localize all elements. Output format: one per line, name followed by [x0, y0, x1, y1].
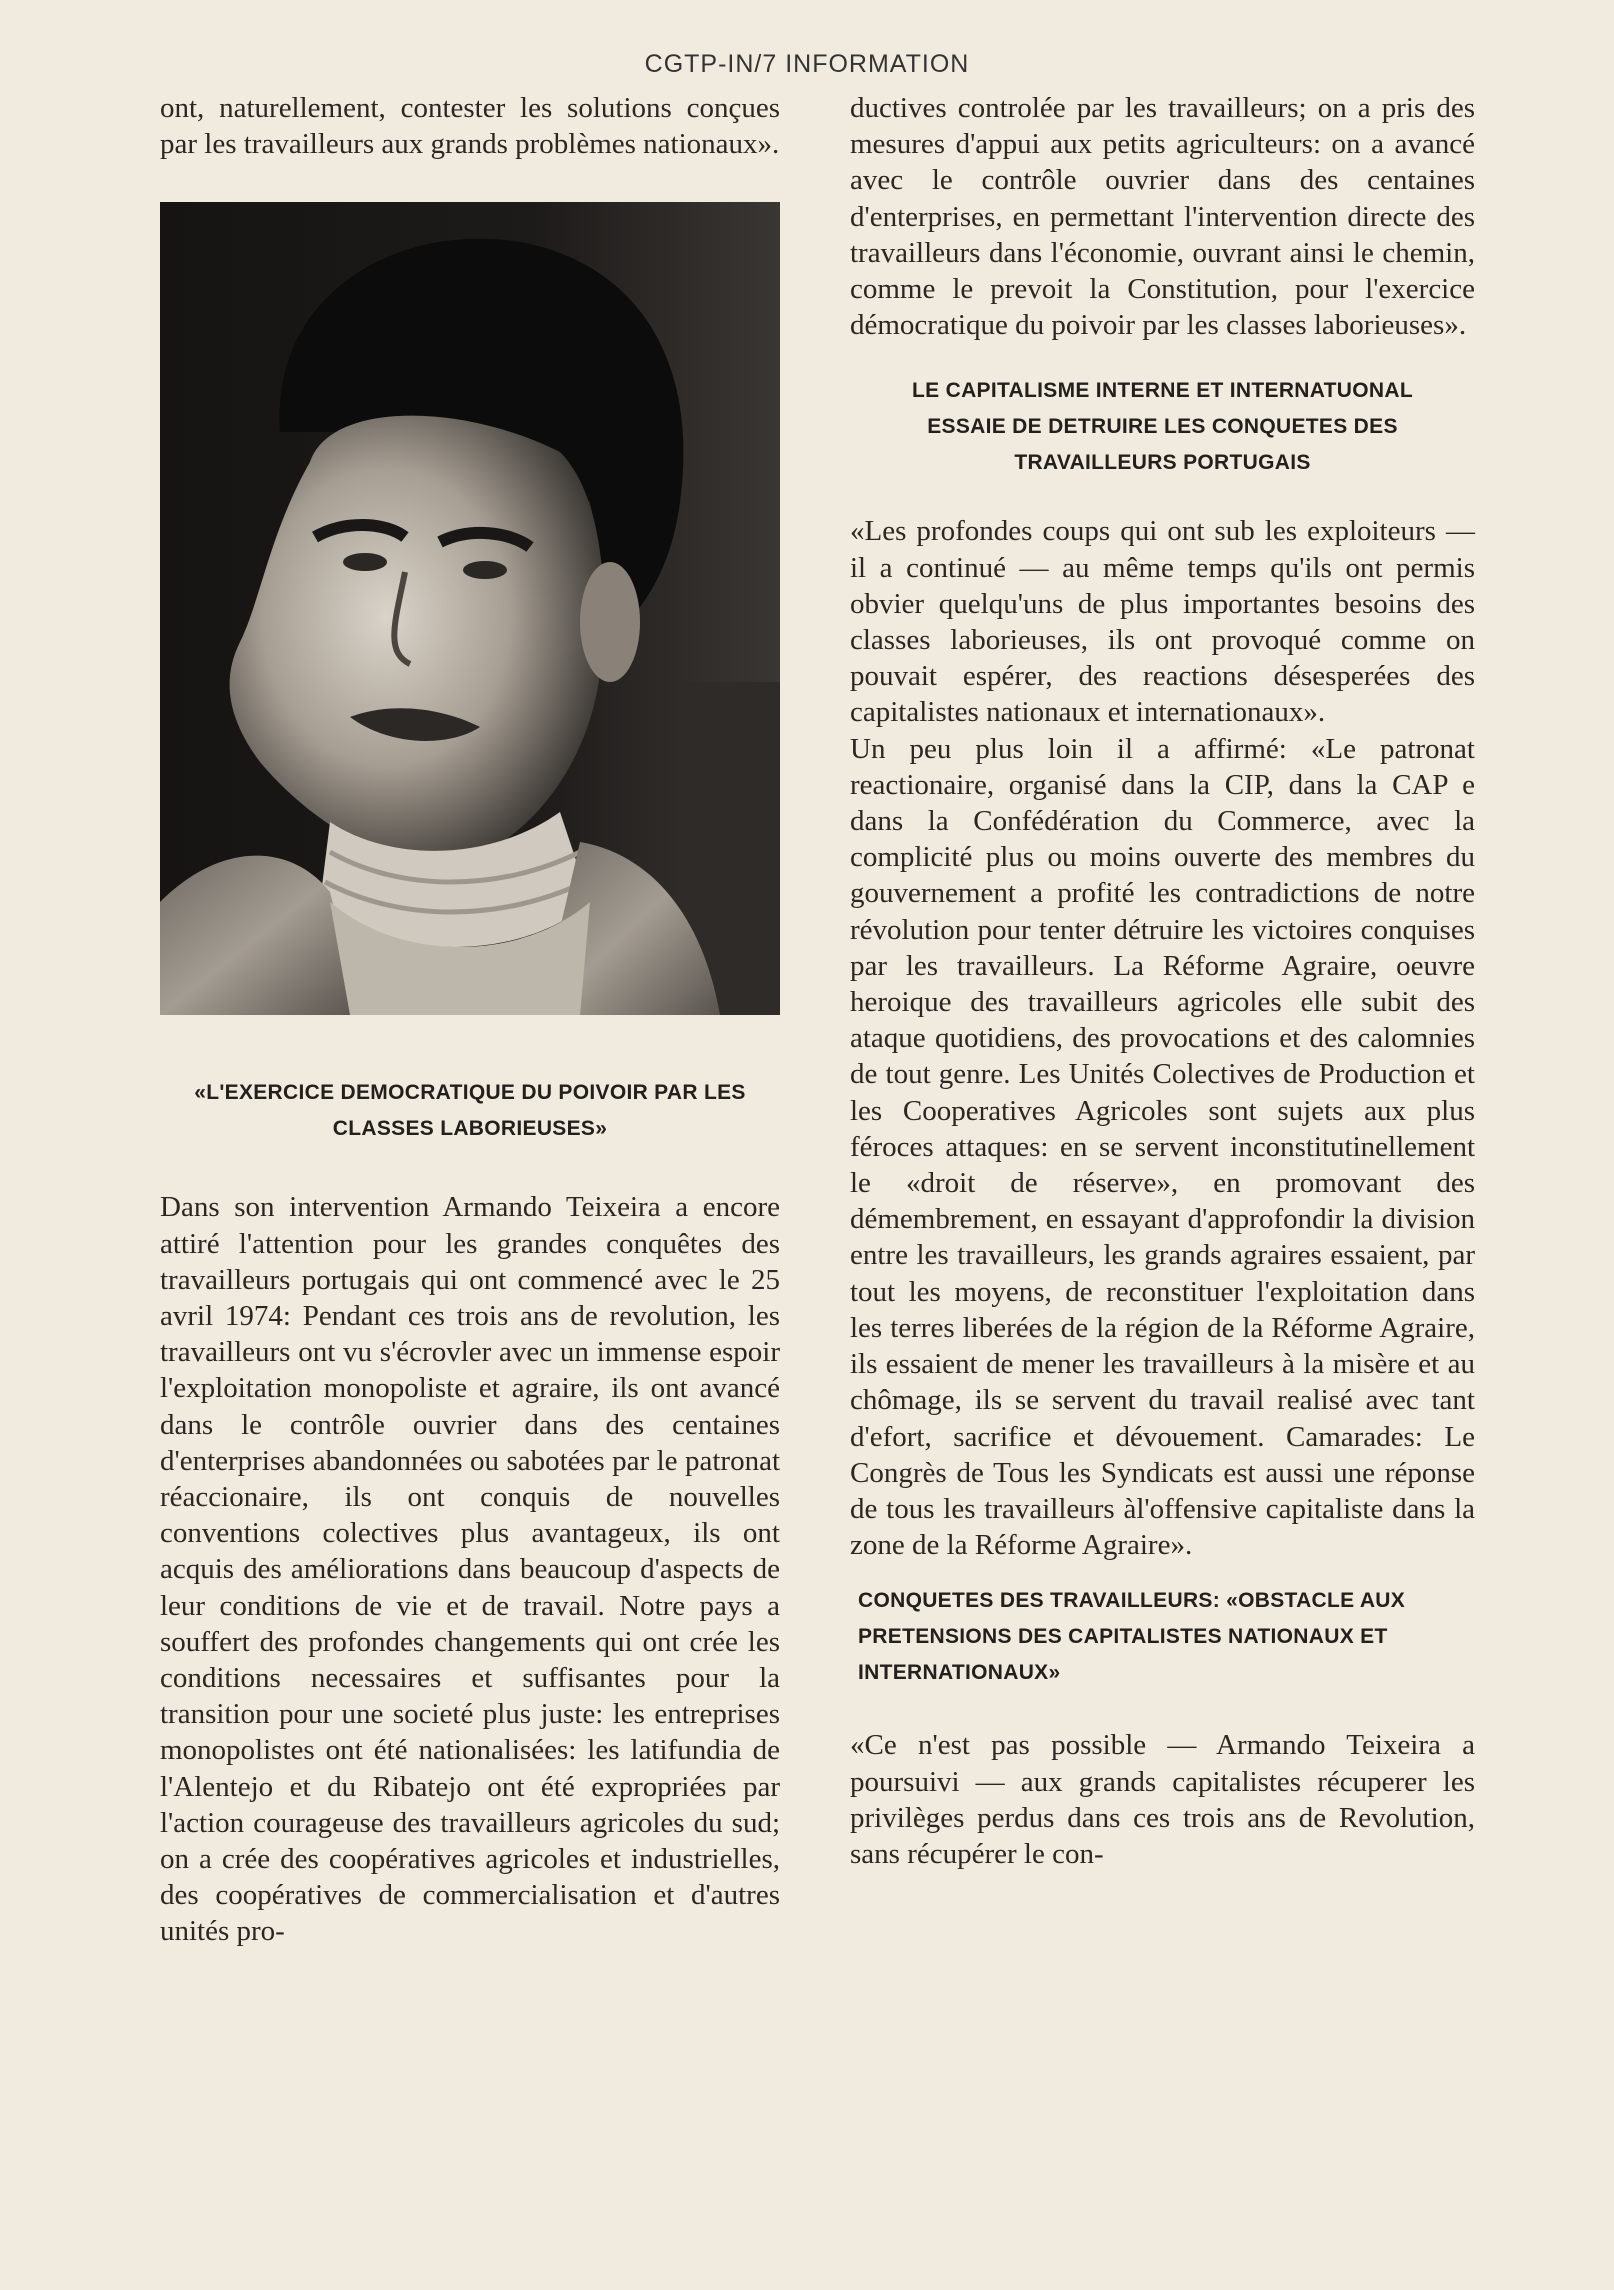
paragraph-pas-possible: «Ce n'est pas possible — Armando Teixeira a poursuivi — aux grands capitalistes récuperer les privilèges perdus dans ces trois ans de Revolution, sans récupérer le con- — [850, 1729, 1475, 1870]
section-heading-exercice: «L'EXERCICE DEMOCRATIQUE DU POIVOIR PAR LES CLASSES LABORIEUSES» — [194, 1081, 746, 1141]
paragraph-patronat: Un peu plus loin il a affirmé: «Le patronat reactionaire, organisé dans la CIP, dans la CAP e dans la Confédération du Commerce, avec la complicité plus ou moins ouverte des membres du gouvernement a profité les contradictions de notre révolution pour tenter détruire les victoires conquises par les travailleurs. La Réforme Agraire, oeuvre heroique des travailleurs agricoles elle subit des ataque quotidiens, des provocations et des calomnies de tout genre. Les Unités Colectives de Production et les Cooperatives Agricoles sont sujets aux plus féroces attaques: en se servent inconstitutinellement le «droit de réserve», en promovant des démembrement, en essayant d'approfondir la division entre les travailleurs, les grands agraires essaient, par tout les moyens, de reconstituer l'exploitation dans les terres liberées de la région de la Réforme Agraire, ils essaient de mener les travailleurs à la misère et au chômage, ils se servent du travail realisé avec tant d'efort, sacrifice et dévouement. Camarades: Le Congrès de Tous les Syndicats est aussi une réponse de tous les travailleurs àl'offensive capitaliste dans la zone de la Réforme Agraire». — [850, 732, 1475, 1562]
left-column — [160, 90, 780, 1950]
section-heading-capitalisme: LE CAPITALISME INTERNE ET INTERNATUONAL ESSAIE DE DETRUIRE LES CONQUETES DES TRAVAILLEURS PORTUGAIS — [912, 379, 1413, 475]
section-heading-conquetes: CONQUETES DES TRAVAILLEURS: «OBSTACLE AUX PRETENSIONS DES CAPITALISTES NATIONAUX ET INTERNATIONAUX» — [858, 1589, 1406, 1685]
page-header: CGTP-IN/7 INFORMATION — [644, 50, 970, 78]
paragraph-continuation: ductives controlée par les travailleurs; on a pris des mesures d'appui aux petits agriculteurs: on a avancé avec le contrôle ouvrier dans des centaines d'enterprises, en permettant l'intervention directe des travailleurs dans l'économie, ouvrant ainsi le chemin, comme le prevoit la Constitution, pour l'exercice démocratique du poivoir par les classes laborieuses». — [850, 92, 1475, 342]
paragraph-profondes-coups: «Les profondes coups qui ont sub les exploiteurs — il a continué — au même temps qu'ils ont permis obvier quelqu'uns de plus importantes besoins des classes laborieuses, ils ont provoqué comme on pouvait espérer, des reactions désesperées des capitalistes nationaux et internationaux». — [850, 515, 1475, 729]
right-column — [850, 90, 1475, 1872]
portrait-icon — [160, 202, 780, 1015]
intro-paragraph: ont, naturellement, contester les solutions conçues par les travailleurs aux grands problèmes nationaux». — [160, 92, 780, 161]
portrait-photo — [160, 202, 780, 1015]
paragraph-intervention: Dans son intervention Armando Teixeira a encore attiré l'attention pour les grandes conquêtes des travailleurs portugais qui ont commencé avec le 25 avril 1974: Pendant ces trois ans de revolution, les travailleurs ont vu s'écrovler avec un immense espoir l'exploitation monopoliste et agraire, ils ont avancé dans le contrôle ouvrier dans des centaines d'enterprises abandonnées ou sabotées par le patronat réaccionaire, ils ont conquis de nouvelles conventions colectives plus avantageux, ils ont acquis des améliorations dans beaucoup d'aspects de leur conditions de vie et de travail. Notre pays a souffert des profondes changements qui ont crée les conditions necessaires et suffisantes pour la transition pour une societé plus juste: les entreprises monopolistes ont été nationalisées: les latifundia de l'Alentejo et du Ribatejo ont été expropriées par l'action courageuse des travailleurs agricoles du sud; on a crée des coopératives agricoles et industrielles, des coopératives de commercialisation et d'autres unités pro- — [160, 1191, 780, 1948]
